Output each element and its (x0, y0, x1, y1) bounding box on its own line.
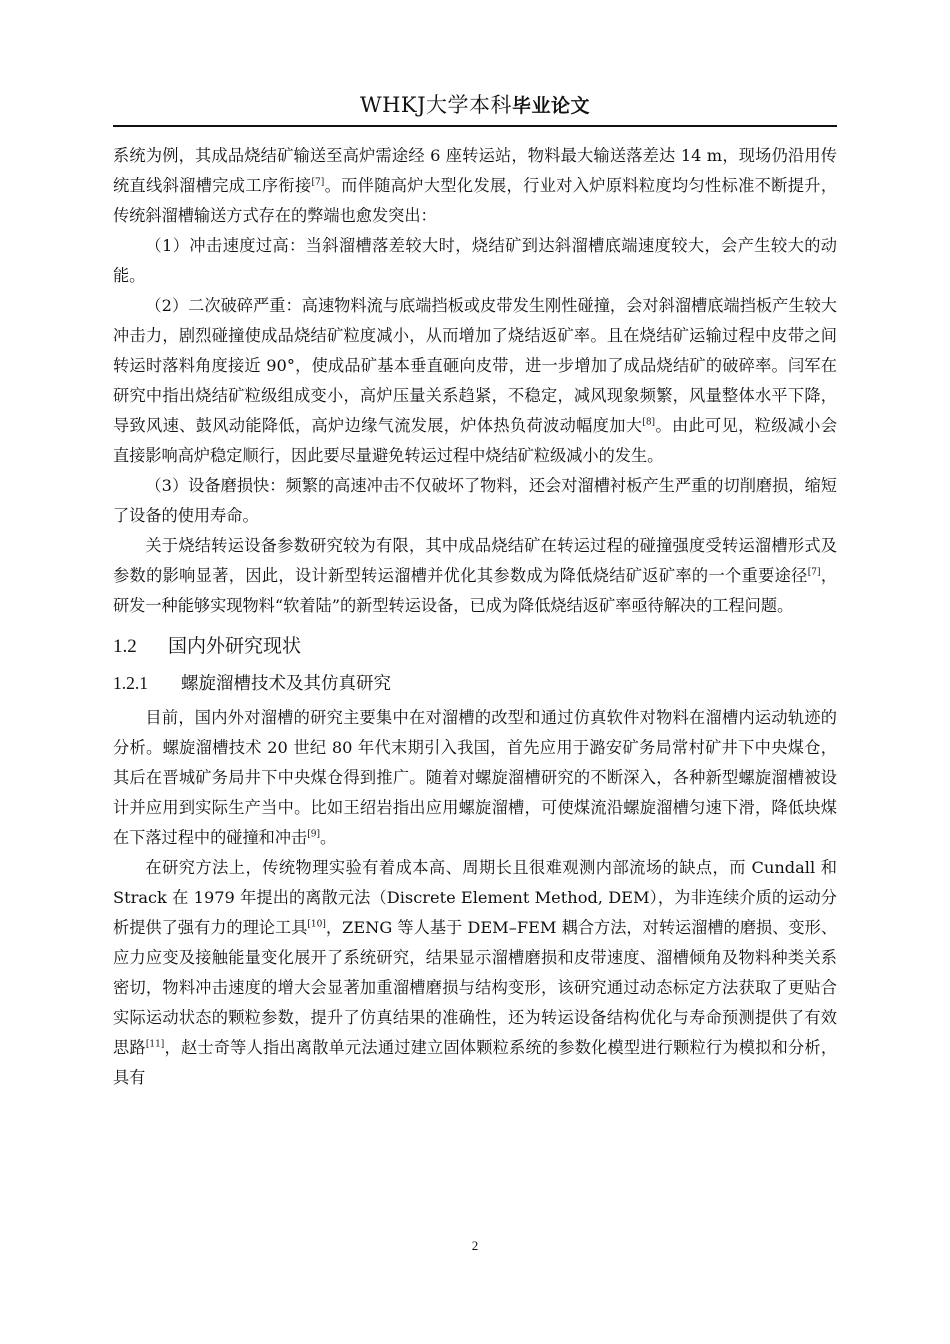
citation: [10] (307, 919, 326, 930)
citation: [7] (807, 567, 821, 578)
paragraph: 关于烧结转运设备参数研究较为有限，其中成品烧结矿在转运过程的碰撞强度受转运溜槽形式及参数的影响显著，因此，设计新型转运溜槽并优化其参数成为降低烧结矿返矿率的一个重要途径[7]，研发一种能够实现物料“软着陆”的新型转运设备，已成为降低烧结返矿率亟待解决的工程问题。 (113, 536, 838, 615)
citation: [7] (311, 177, 325, 188)
citation: [9] (307, 829, 320, 840)
subsection-heading (113, 670, 837, 697)
paragraph: 系统为例，其成品烧结矿输送至高炉需途经 6 座转运站，物料最大输送落差达 14 m，现场仍沿用传统直线斜溜槽完成工序衔接[7]。而伴随高炉大型化发展，行业对入炉原料粒度均匀性标准不断提升，传统斜溜槽输送方式存在的弊端也愈发突出： (113, 146, 838, 225)
subsection-number: 1.2.1 (113, 673, 148, 693)
page-number: 2 (471, 1238, 479, 1253)
paragraph: （2）二次破碎严重：高速物料流与底端挡板或皮带发生刚性碰撞，会对斜溜槽底端挡板产生较大冲击力，剧烈碰撞使成品烧结矿粒度减小，从而增加了烧结返矿率。且在烧结矿运输过程中皮带之间转运时落料角度接近 90°，使成品矿基本垂直砸向皮带，进一步增加了成品烧结矿的破碎率。闫军在研究中指出烧结矿粒级组成变小，高炉压量关系趋紧，不稳定，减风现象频繁，风量整体水平下降，导致风速、鼓风动能降低，高炉边缘气流发展，炉体热负荷波动幅度加大[8]。由此可见，粒级减小会直接影响高炉稳定顺行，因此要尽量避免转运过程中烧结矿粒级减小的发生。 (113, 296, 838, 465)
subsection-title: 螺旋溜槽技术及其仿真研究 (181, 674, 391, 694)
section-heading (113, 633, 837, 660)
paragraph: 在研究方法上，传统物理实验有着成本高、周期长且很难观测内部流场的缺点，而 Cundall 和 Strack 在 1979 年提出的离散元法（Discrete Element Method, DEM），为非连续介质的运动分析提供了强有力的理论工具[10]，ZENG 等人基于 DEM–FEM 耦合方法，对转运溜槽的磨损、变形、应力应变及接触能量变化展开了系统研究，结果显示溜槽磨损和皮带速度、溜槽倾角及物料种类关系密切，物料冲击速度的增大会显著加重溜槽磨损与结构变形，该研究通过动态标定方法获取了更贴合实际运动状态的颗粒参数，提升了仿真结果的准确性，还为转运设备结构优化与寿命预测提供了有效思路[11]，赵士奇等人指出离散单元法通过建立固体颗粒系统的参数化模型进行颗粒行为模拟和分析，具有 (113, 858, 838, 1087)
header-title: WHKJ大学本科 (359, 93, 512, 117)
citation: [8] (642, 417, 656, 428)
page-header (113, 92, 837, 119)
document-body (113, 141, 837, 1093)
paragraph: （3）设备磨损快：频繁的高速冲击不仅破坏了物料，还会对溜槽衬板产生严重的切削磨损，缩短了设备的使用寿命。 (113, 476, 837, 525)
header-title-bold: 毕业论文 (512, 95, 591, 117)
paragraph: 目前，国内外对溜槽的研究主要集中在对溜槽的改型和通过仿真软件对物料在溜槽内运动轨迹的分析。螺旋溜槽技术 20 世纪 80 年代末期引入我国，首先应用于潞安矿务局常村矿井下中央煤仓，其后在晋城矿务局井下中央煤仓得到推广。随着对螺旋溜槽研究的不断深入，各种新型螺旋溜槽被设计并应用到实际生产当中。比如王绍岩指出应用螺旋溜槽，可使煤流沿螺旋溜槽匀速下滑，降低块煤在下落过程中的碰撞和冲击[9]。 (113, 708, 837, 847)
header-rule (113, 125, 837, 127)
section-title: 国内外研究现状 (168, 635, 302, 657)
paragraph: （1）冲击速度过高：当斜溜槽落差较大时，烧结矿到达斜溜槽底端速度较大，会产生较大的动能。 (113, 236, 837, 285)
citation: [11] (145, 1039, 165, 1050)
section-number: 1.2 (113, 636, 137, 657)
